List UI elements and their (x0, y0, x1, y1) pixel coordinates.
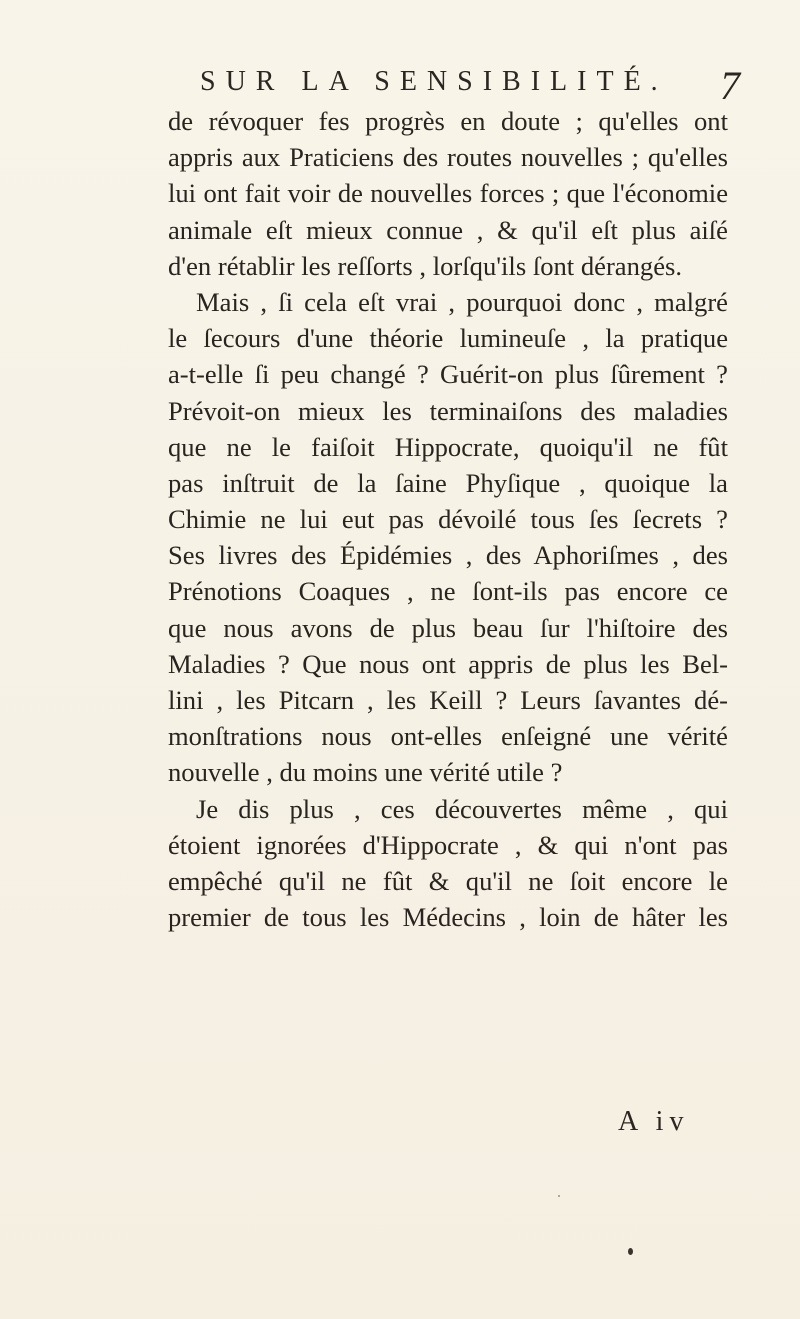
text-line: le ſecours d'une théorie lumineuſe , la pratique (168, 323, 728, 354)
ink-speck (628, 1248, 633, 1255)
text-line: d'en rétablir les reſſorts , lorſqu'ils ſont dérangés. (168, 250, 682, 281)
text-line: Prénotions Coaques , ne ſont-ils pas encore ce (168, 576, 728, 607)
text-line: de révoquer fes progrès en doute ; qu'elles ont (168, 106, 728, 136)
text-line: premier de tous les Médecins , loin de hâter les (168, 902, 728, 933)
text-line: que nous avons de plus beau ſur l'hiſtoire des (168, 612, 728, 643)
text-line: Ses livres des Épidémies , des Aphoriſmes , des (168, 540, 728, 571)
ink-speck (558, 1195, 560, 1197)
text-line: Maladies ? Que nous ont appris de plus les Bel- (168, 648, 728, 679)
page-number: 7 (720, 63, 740, 108)
text-line: étoient ignorées d'Hippocrate , & qui n'ont pas (168, 829, 728, 860)
paragraph-start-line: Je dis plus , ces découvertes même , qui (196, 793, 728, 824)
text-line: a-t-elle ſi peu changé ? Guérit-on plus ſûrement ? (168, 359, 728, 390)
text-line: monſtrations nous ont-elles enſeigné une vérité (168, 721, 728, 752)
running-head: SUR LA SENSIBILITÉ. (200, 66, 668, 97)
text-line: que ne le faiſoit Hippocrate, quoiqu'il ne fût (168, 431, 728, 462)
text-line: appris aux Praticiens des routes nouvelles ; qu'elles (168, 142, 728, 173)
text-line: animale eſt mieux connue , & qu'il eſt plus aiſé (168, 214, 728, 245)
text-line: pas inſtruit de la ſaine Phyſique , quoique la (168, 467, 728, 498)
body-text (168, 103, 728, 935)
text-line: nouvelle , du moins une vérité utile ? (168, 757, 563, 788)
text-line: lui ont fait voir de nouvelles forces ; que l'économie (168, 178, 728, 209)
signature-mark: A iv (618, 1106, 690, 1137)
text-line: lini , les Pitcarn , les Keill ? Leurs ſavantes dé- (168, 685, 728, 715)
text-line: empêché qu'il ne fût & qu'il ne ſoit encore le (168, 865, 728, 896)
text-line: Prévoit-on mieux les terminaiſons des maladies (168, 395, 728, 426)
paragraph-start-line: Mais , ſi cela eſt vrai , pourquoi donc , malgré (196, 286, 728, 317)
text-line: Chimie ne lui eut pas dévoilé tous ſes ſecrets ? (168, 504, 728, 535)
